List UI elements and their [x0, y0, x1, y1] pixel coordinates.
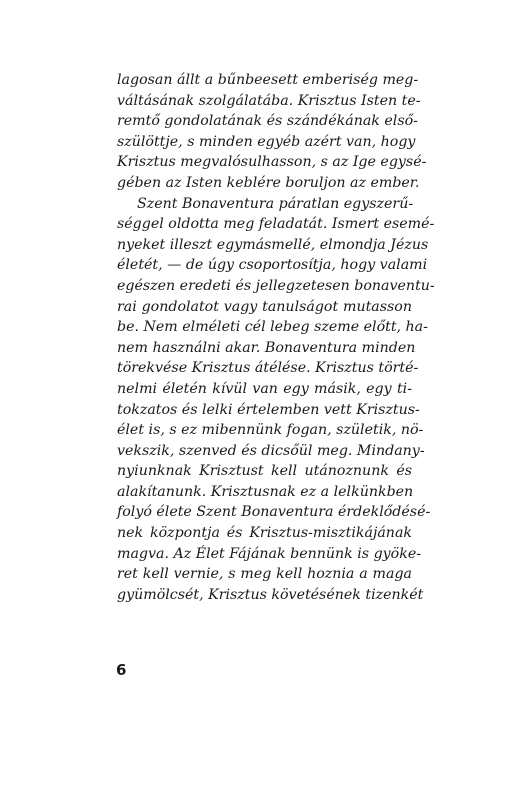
text-line: be. Nem elméleti cél lebeg szeme előtt, ha-: [117, 319, 428, 336]
page-number: 6: [116, 661, 127, 679]
text-line: séggel oldotta meg feladatát. Ismert esemé-: [117, 216, 435, 233]
text-line: életét, — de úgy csoportosítja, hogy valami: [117, 257, 428, 274]
text-line: magva. Az Élet Fájának bennünk is gyöke-: [117, 545, 422, 562]
text-line: törekvése Krisztus átélése. Krisztus törté-: [117, 360, 419, 377]
text-line: nek központja és Krisztus-misztikájának: [117, 525, 412, 542]
text-line: folyó élete Szent Bonaventura érdeklődésé-: [117, 504, 431, 521]
text-line: gében az Isten keblére boruljon az ember.: [117, 174, 420, 191]
text-line: lagosan állt a bűnbeesett emberiség meg-: [117, 72, 419, 88]
text-line: tokzatos és lelki értelemben vett Krisztus-: [117, 401, 420, 418]
text-line: Szent Bonaventura páratlan egyszerű-: [137, 195, 414, 212]
text-line: váltásának szolgálatába. Krisztus Isten te-: [117, 92, 421, 109]
text-line: élet is, s ez mibennünk fogan, születik, nö-: [117, 422, 424, 439]
paragraph-1: [117, 70, 427, 194]
text-line: remtő gondolatának és szándékának első-: [117, 113, 418, 130]
text-line: gyümölcsét, Krisztus követésének tizenkét: [117, 586, 424, 603]
text-line: vekszik, szenved és dicsőül meg. Mindany-: [117, 442, 425, 459]
paragraph-2: [117, 194, 435, 606]
text-line: Krisztus megvalósulhasson, s az Ige egysé-: [117, 154, 427, 171]
text-line: nem használni akar. Bonaventura minden: [117, 339, 416, 356]
text-line: nyiunknak Krisztust kell utánoznunk és: [117, 463, 412, 480]
text-line: rai gondolatot vagy tanulságot mutasson: [117, 298, 412, 315]
body-text: [117, 70, 435, 605]
text-line: szülöttje, s minden egyéb azért van, hogy: [117, 133, 416, 150]
text-line: nyeket illeszt egymásmellé, elmondja Jézus: [117, 236, 429, 253]
text-line: ret kell vernie, s meg kell hoznia a maga: [117, 566, 412, 583]
text-line: alakítanunk. Krisztusnak ez a lelkünkben: [117, 483, 414, 500]
text-line: nelmi életén kívül van egy másik, egy ti-: [117, 380, 412, 397]
text-line: egészen eredeti és jellegzetesen bonaventu-: [117, 277, 435, 294]
